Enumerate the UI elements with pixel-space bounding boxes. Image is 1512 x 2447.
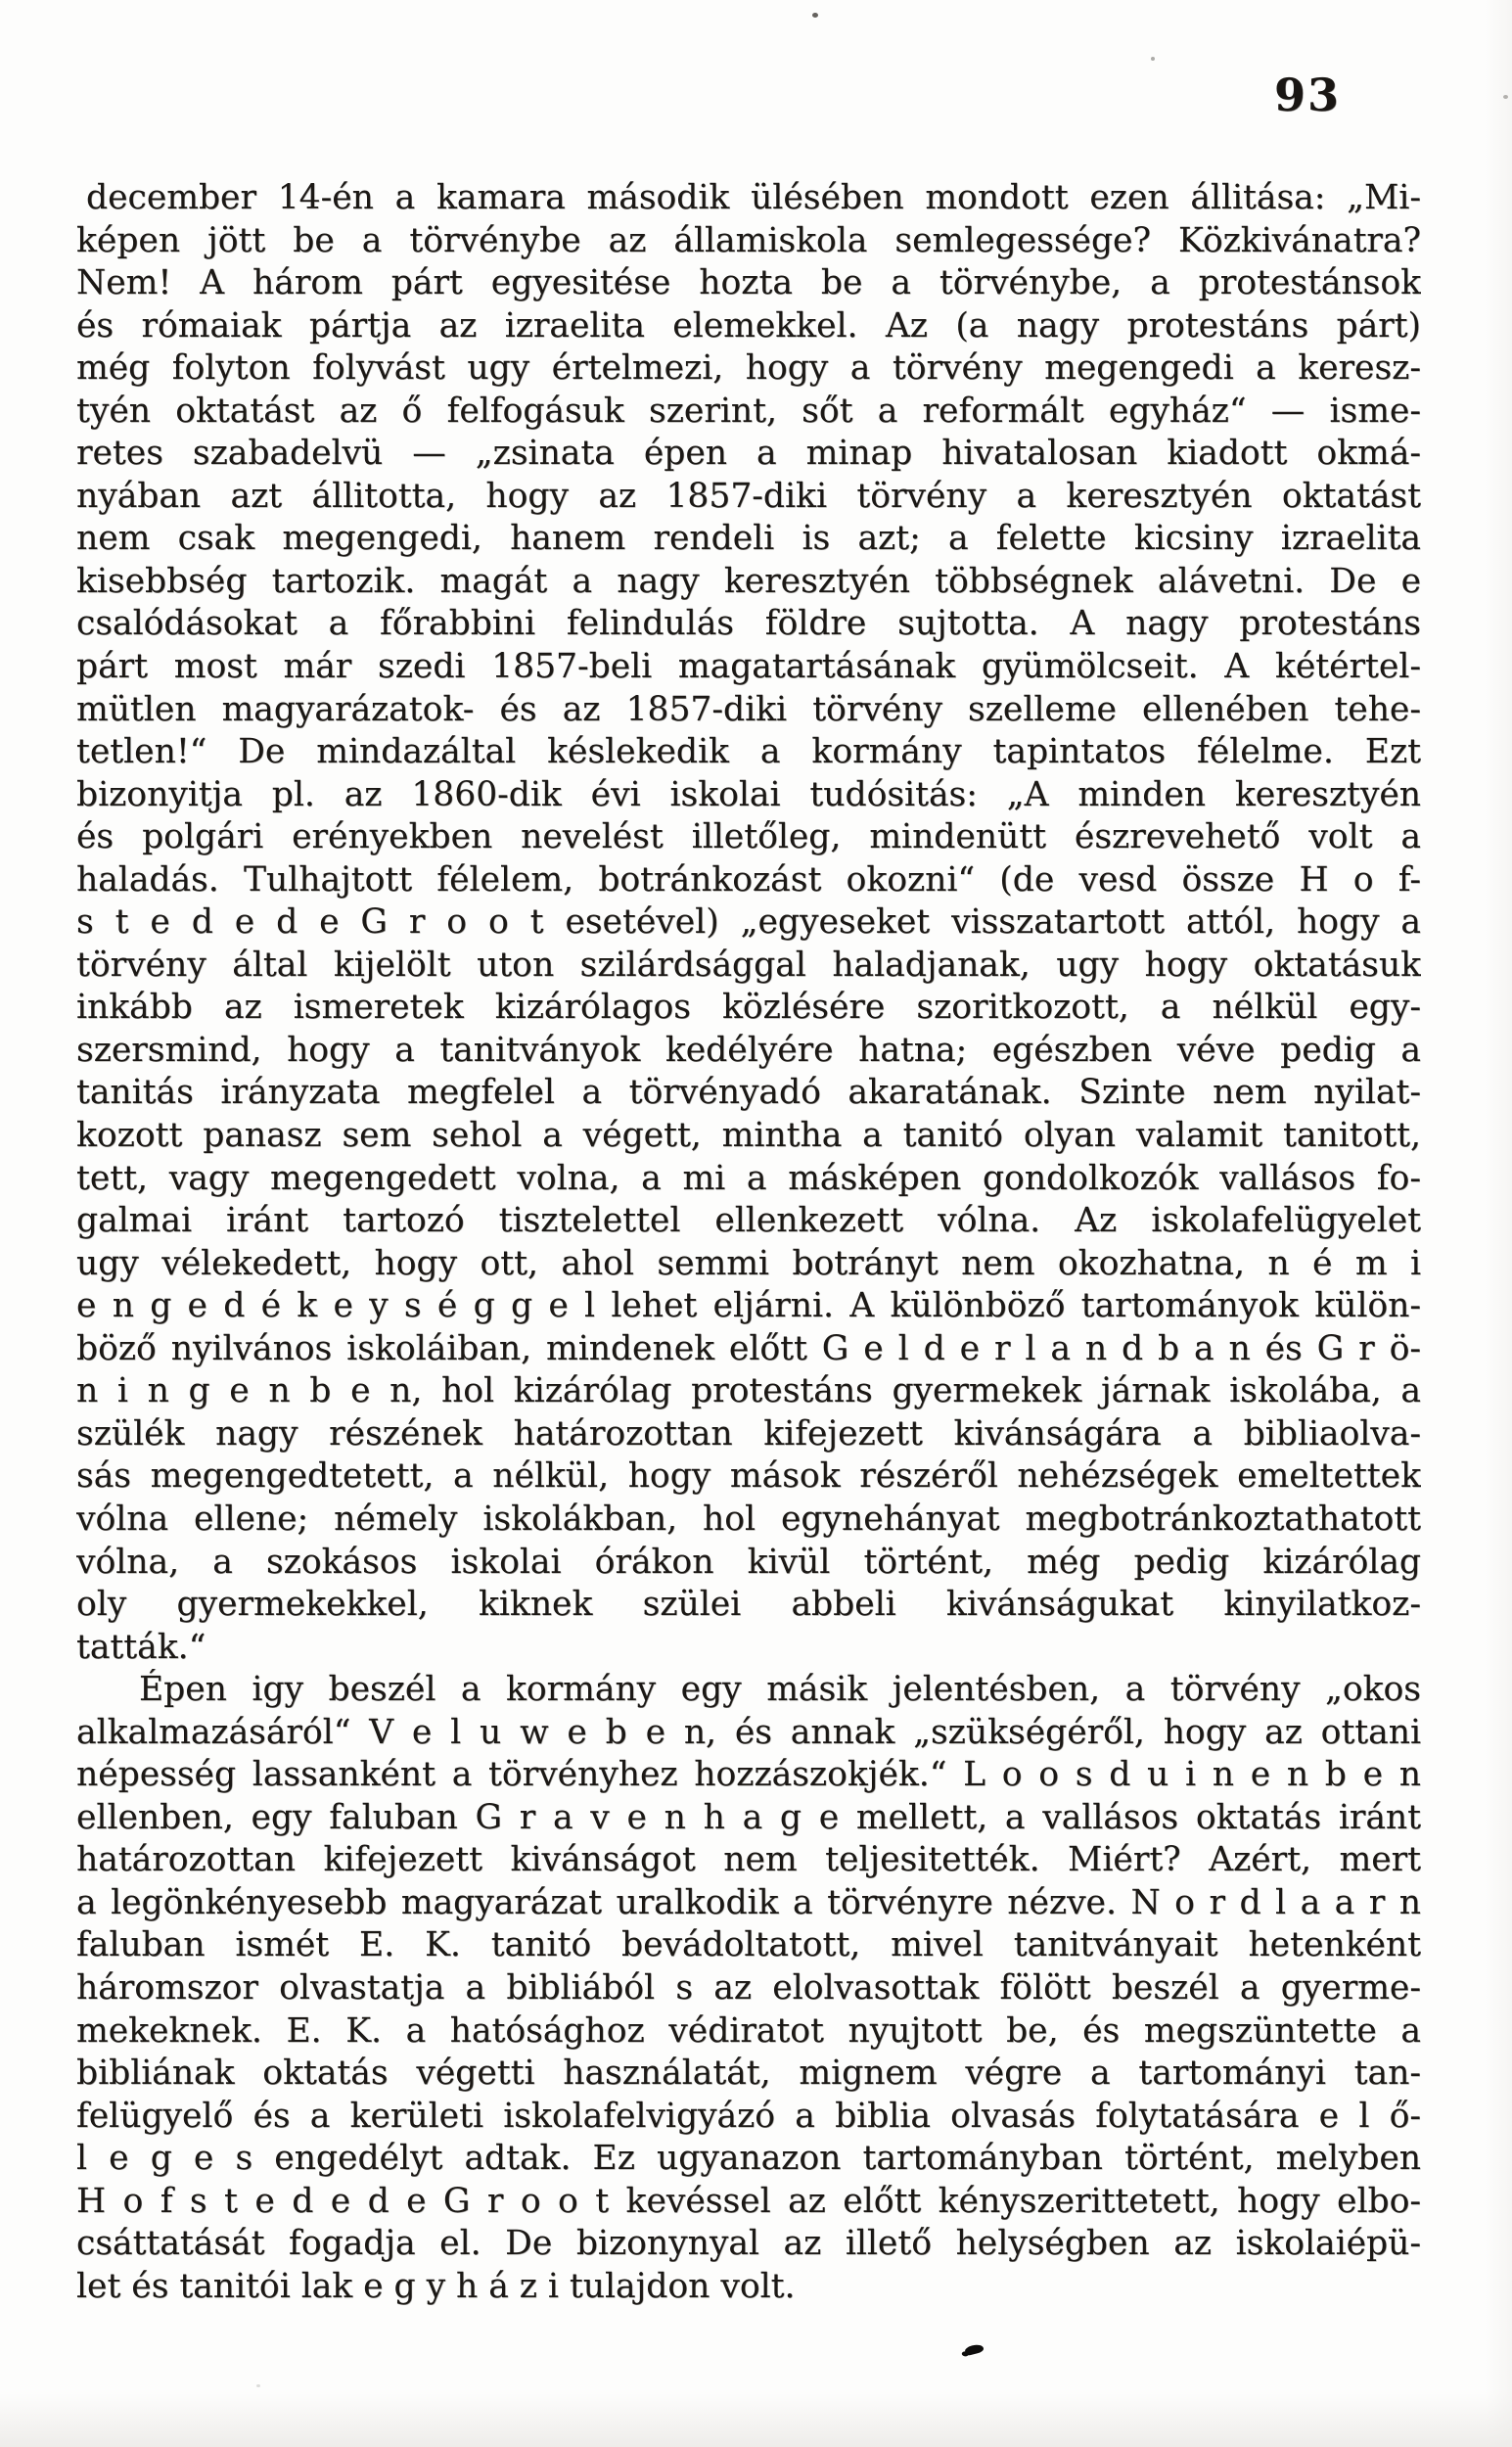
text-line: határozottan kifejezett kivánságot nem teljesitették. Miért? Azért, mert — [76, 1840, 1421, 1880]
text-line: mütlen magyarázatok- és az 1857-diki törvény szelleme ellenében tehe- — [76, 689, 1421, 729]
text-line: Nem! A három párt egyesitése hozta be a törvénybe, a protestánsok — [76, 263, 1421, 303]
text-line: és polgári erényekben nevelést illetőleg, mindenütt észrevehető volt a — [76, 817, 1421, 857]
page-number: 93 — [1274, 69, 1342, 121]
text-line: háromszor olvastatja a bibliából s az elolvasottak fölött beszél a gyerme- — [76, 1967, 1421, 2008]
text-line: l e g e s engedélyt adtak. Ez ugyanazon tartományban történt, melyben — [76, 2139, 1421, 2179]
text-line: csáttatását fogadja el. De bizonynyal az illető helységben az iskolaiépü- — [76, 2224, 1421, 2264]
text-line: let és tanitói lak e g y h á z i tulajdon volt. — [76, 2266, 796, 2306]
text-line: bizonyitja pl. az 1860-dik évi iskolai tudósitás: „A minden keresztyén — [76, 774, 1421, 814]
text-line: felügyelő és a kerületi iskolafelvigyázó a biblia olvasás folytatására e l ő- — [76, 2096, 1421, 2136]
text-column — [76, 177, 1421, 2308]
ink-speck — [1503, 95, 1508, 99]
text-line: népesség lassanként a törvényhez hozzászokjék.“ L o o s d u i n e n b e n — [76, 1755, 1421, 1795]
text-line: még folyton folyvást ugy értelmezi, hogy a törvény megengedi a keresz- — [76, 348, 1421, 389]
text-line: alkalmazásáról“ V e l u w e b e n, és annak „szükségéről, hogy az ottani — [76, 1712, 1421, 1752]
text-line: ugy vélekedett, hogy ott, ahol semmi botrányt nem okozhatna, n é m i — [76, 1243, 1421, 1283]
text-line: faluban ismét E. K. tanitó bevádoltatott, mivel tanitványait hetenként — [76, 1925, 1421, 1965]
text-line: e n g e d é k e y s é g g e l lehet eljárni. A különböző tartományok külön- — [76, 1286, 1421, 1326]
text-line: tetlen!“ De mindazáltal késlekedik a kormány tapintatos félelme. Ezt — [76, 732, 1421, 772]
text-line: haladás. Tulhajtott félelem, botránkozást okozni“ (de vesd össze H o f- — [76, 859, 1421, 900]
text-line: vólna, a szokásos iskolai órákon kivül történt, még pedig kizárólag — [76, 1542, 1421, 1582]
text-line: képen jött be a törvénybe az államiskola semlegessége? Közkivánatra? — [76, 220, 1421, 260]
paragraph-1 — [76, 177, 1421, 1669]
text-line: H o f s t e d e d e G r o o t kevéssel az előtt kényszerittetett, hogy elbo- — [76, 2181, 1421, 2221]
text-line: nyában azt állitotta, hogy az 1857-diki törvény a keresztyén oktatást — [76, 476, 1421, 516]
paragraph-2 — [76, 1669, 1421, 2308]
text-line: tett, vagy megengedett volna, a mi a másképen gondolkozók vallásos fo- — [76, 1158, 1421, 1198]
text-line: ellenben, egy faluban G r a v e n h a g e mellett, a vallásos oktatás iránt — [76, 1797, 1421, 1837]
text-line: retes szabadelvü — „zsinata épen a minap hivatalosan kiadott okmá- — [76, 434, 1421, 474]
text-line: párt most már szedi 1857-beli magatartásának gyümölcseit. A kétértel- — [76, 647, 1421, 687]
text-line: tyén oktatást az ő felfogásuk szerint, sőt a reformált egyház“ — isme- — [76, 391, 1421, 431]
text-line: s t e d e d e G r o o t esetével) „egyeseket visszatartott attól, hogy a — [76, 902, 1421, 943]
text-line: csalódásokat a főrabbini felindulás földre sujtotta. A nagy protestáns — [76, 604, 1421, 644]
text-line: december 14-én a kamara második ülésében mondott ezen állitása: „Mi- — [86, 178, 1421, 217]
text-line: böző nyilvános iskoláiban, mindenek előtt G e l d e r l a n d b a n és G r ö- — [76, 1328, 1421, 1368]
text-line: mekeknek. E. K. a hatósághoz védiratot nyujtott be, és megszüntette a — [76, 2010, 1421, 2051]
ink-smudge — [964, 2343, 985, 2356]
ink-speck — [1151, 57, 1155, 61]
text-line: n i n g e n b e n, hol kizárólag protestáns gyermekek járnak iskolába, a — [76, 1371, 1421, 1411]
text-line: a legönkényesebb magyarázat uralkodik a törvényre nézve. N o r d l a a r n — [76, 1882, 1421, 1922]
text-line: kisebbség tartozik. magát a nagy keresztyén többségnek alávetni. De e — [76, 561, 1421, 601]
text-line: szülék nagy részének határozottan kifejezett kivánságára a bibliaolva- — [76, 1413, 1421, 1454]
text-line: oly gyermekekkel, kiknek szülei abbeli kivánságukat kinyilatkoz- — [76, 1585, 1421, 1625]
text-line: nem csak megengedi, hanem rendeli is azt; a felette kicsiny izraelita — [76, 519, 1421, 559]
text-line: kozott panasz sem sehol a végett, mintha a tanitó olyan valamit tanitott, — [76, 1116, 1421, 1156]
text-line: tanitás irányzata megfelel a törvényadó akaratának. Szinte nem nyilat- — [76, 1073, 1421, 1113]
text-line: inkább az ismeretek kizárólagos közlésére szoritkozott, a nélkül egy- — [76, 988, 1421, 1028]
ink-speck — [812, 13, 818, 18]
ink-speck — [256, 2384, 260, 2387]
text-line: Épen igy beszél a kormány egy másik jelentésben, a törvény „okos — [139, 1670, 1421, 1710]
text-line: tatták.“ — [76, 1627, 206, 1667]
text-line: vólna ellene; némely iskolákban, hol egynehányat megbotránkoztathatott — [76, 1499, 1421, 1539]
text-line: és rómaiak pártja az izraelita elemekkel. Az (a nagy protestáns párt) — [76, 305, 1421, 346]
text-line: bibliának oktatás végetti használatát, mignem végre a tartományi tan- — [76, 2054, 1421, 2094]
text-line: törvény által kijelölt uton szilárdsággal haladjanak, ugy hogy oktatásuk — [76, 945, 1421, 985]
text-line: szersmind, hogy a tanitványok kedélyére hatna; egészben véve pedig a — [76, 1030, 1421, 1070]
text-line: sás megengedtetett, a nélkül, hogy mások részéről nehézségek emeltettek — [76, 1456, 1421, 1497]
text-line: galmai iránt tartozó tisztelettel ellenkezett vólna. Az iskolafelügyelet — [76, 1201, 1421, 1241]
